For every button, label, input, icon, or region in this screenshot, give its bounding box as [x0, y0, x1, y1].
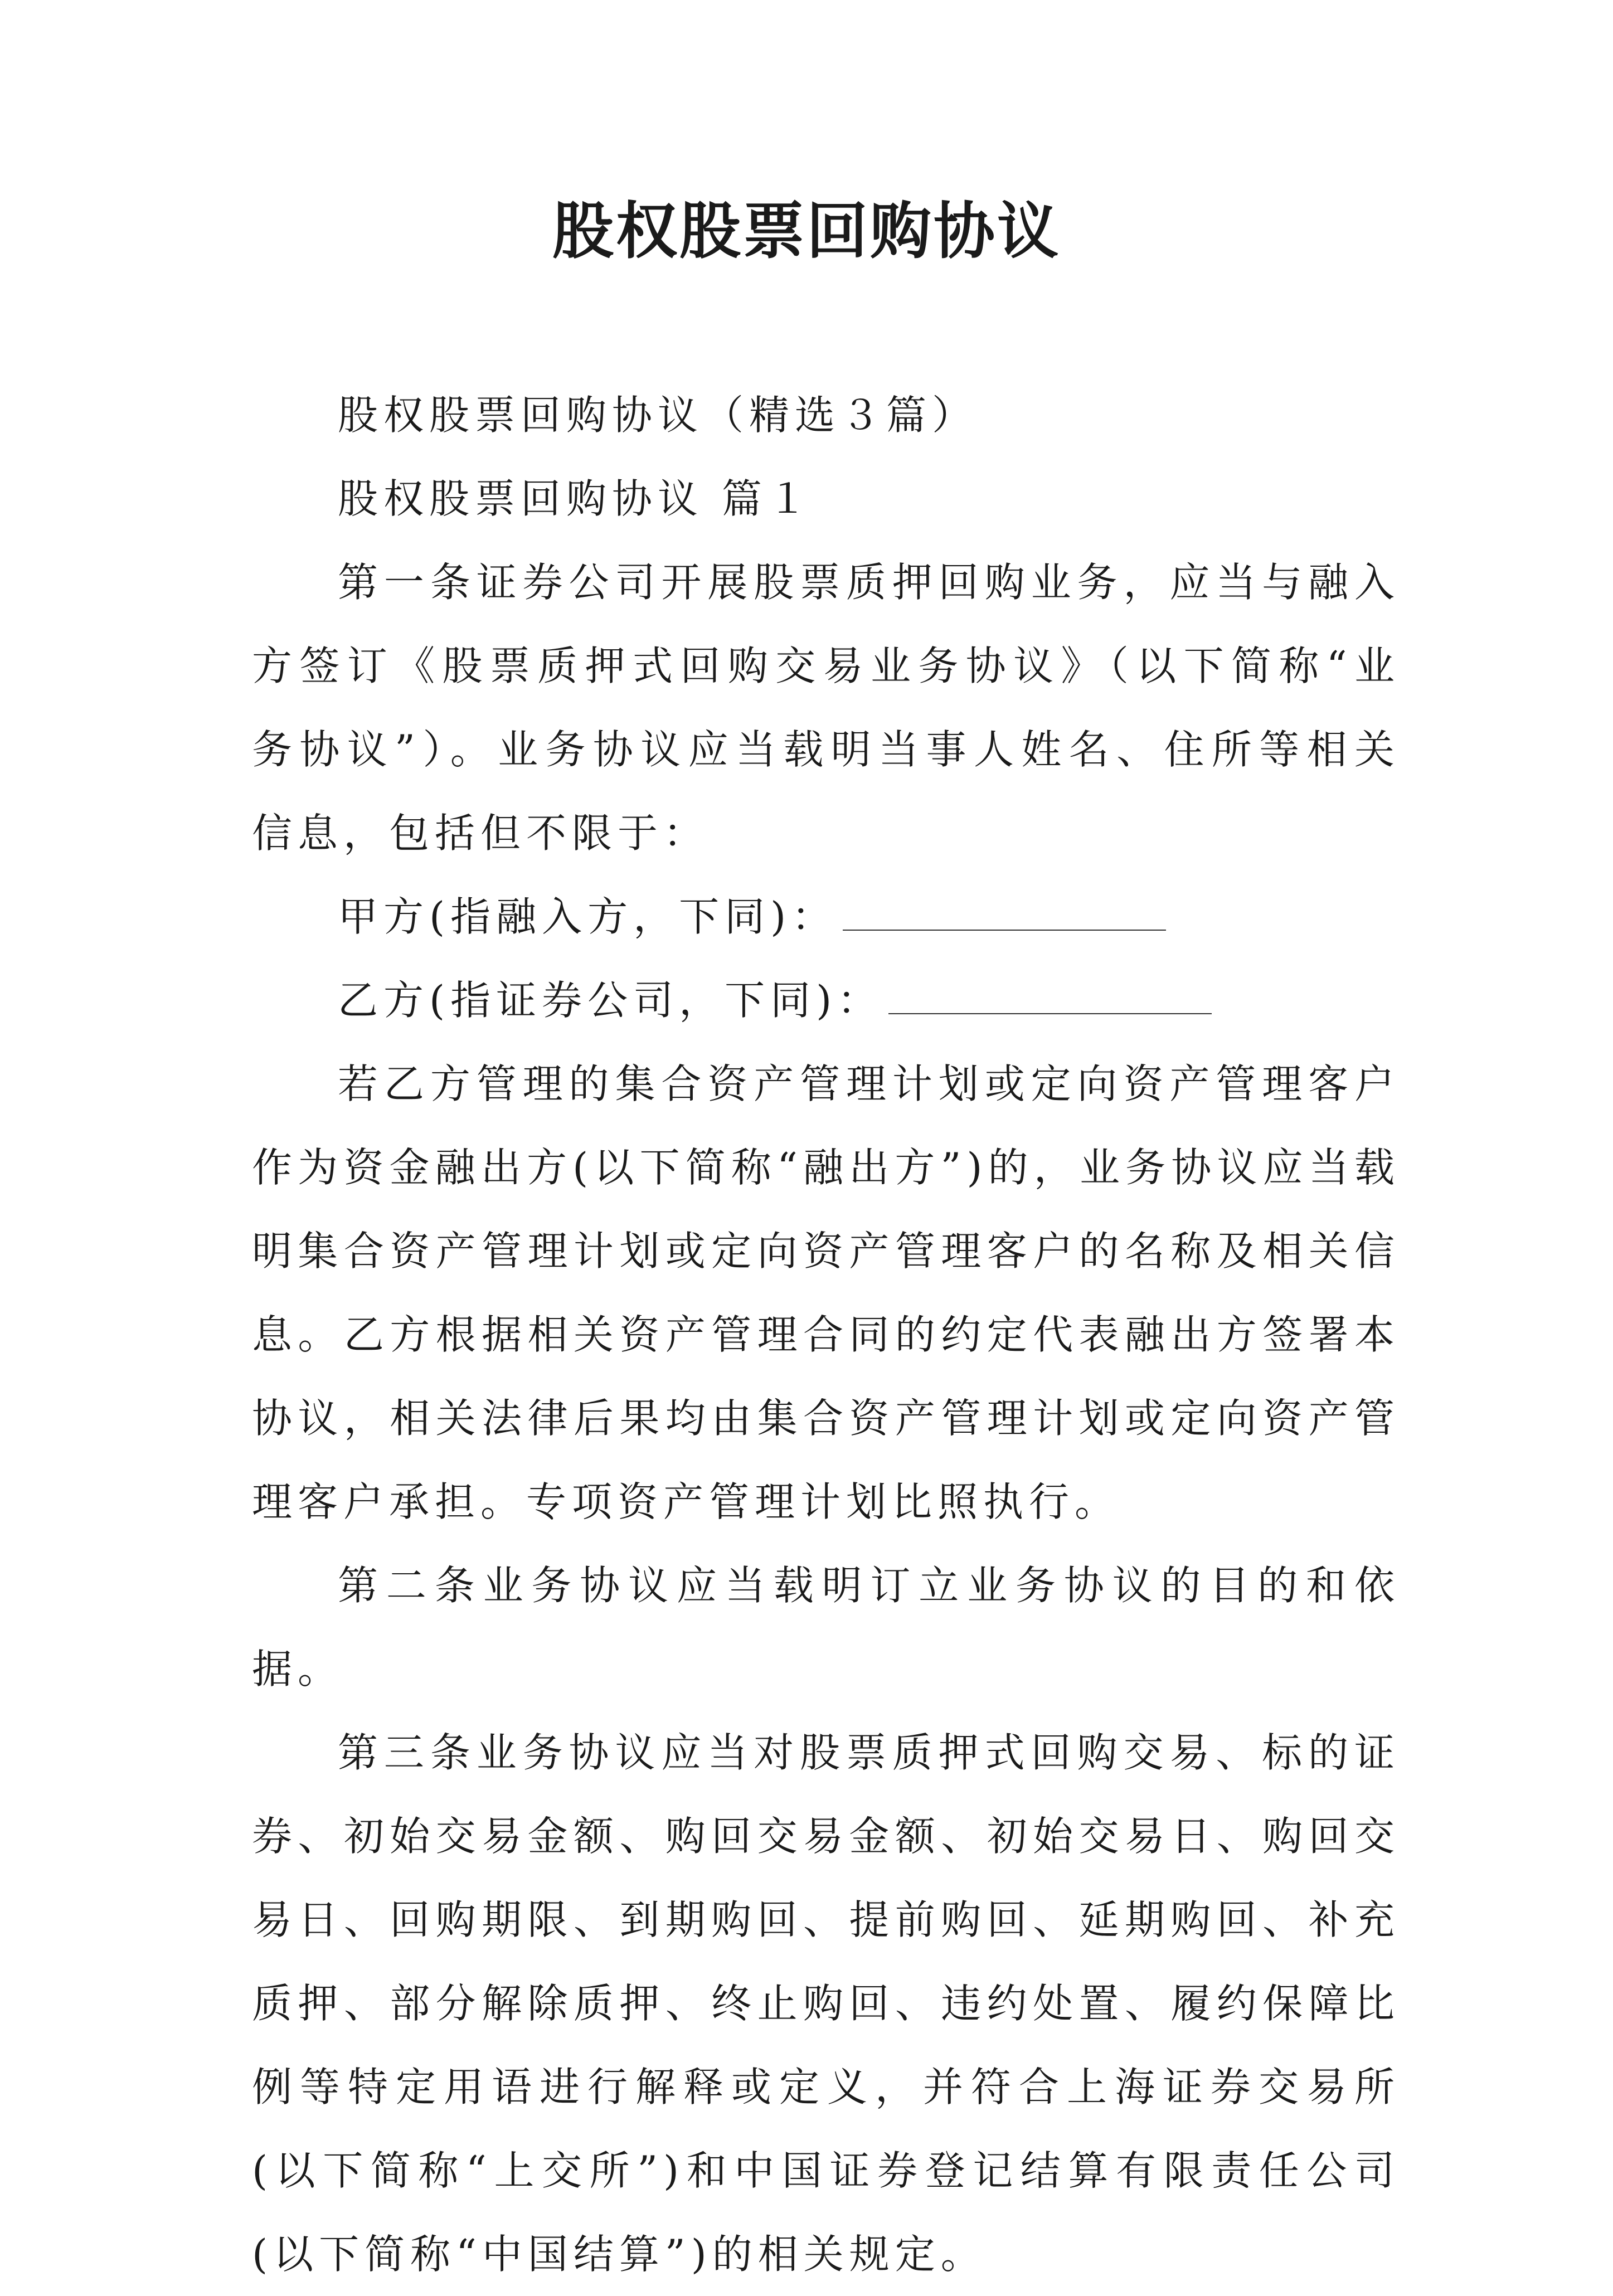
paragraph-party-a [252, 875, 1400, 959]
party-b-blank-line [888, 969, 1212, 1014]
party-a-blank-line [843, 885, 1166, 931]
document-title: 股权股票回购协议 [552, 196, 1061, 267]
party-b-label: 乙方(指证券公司，下同)： [338, 977, 883, 1024]
paragraph-asset-management: 若乙方管理的集合资产管理计划或定向资产管理客户作为资金融出方(以下简称“融出方”)的，业务协议应当载明集合资产管理计划或定向资产管理客户的名称及相关信息。乙方根据相关资产管理合同的约定代表融出方签署本协议，相关法律后果均由集合资产管理计划或定向资产管理客户承担。专项资产管理计划比照执行。 [252, 1061, 1400, 1525]
document-body [252, 373, 1400, 2296]
paragraph-subtitle: 股权股票回购协议（精选３篇） [338, 392, 978, 439]
paragraph-article-1: 第一条证券公司开展股票质押回购业务，应当与融入方签订《股票质押式回购交易业务协议》（以下简称“业务协议”）。业务协议应当载明当事人姓名、住所等相关信息，包括但不限于： [252, 559, 1400, 857]
paragraph-article-2: 第二条业务协议应当载明订立业务协议的目的和依据。 [252, 1562, 1400, 1692]
paragraph-article-3: 第三条业务协议应当对股票质押式回购交易、标的证券、初始交易金额、购回交易金额、初始交易日、购回交易日、回购期限、到期购回、提前购回、延期购回、补充质押、部分解除质押、终止购回、违约处置、履约保障比例等特定用语进行解释或定义，并符合上海证券交易所(以下简称“上交所”)和中国证券登记结算有限责任公司(以下简称“中国结算”)的相关规定。 [252, 1729, 1400, 2278]
paragraph-section-heading: 股权股票回购协议 篇１ [338, 475, 813, 522]
paragraph-party-b [252, 959, 1400, 1042]
party-a-label: 甲方(指融入方，下同)： [338, 893, 838, 940]
